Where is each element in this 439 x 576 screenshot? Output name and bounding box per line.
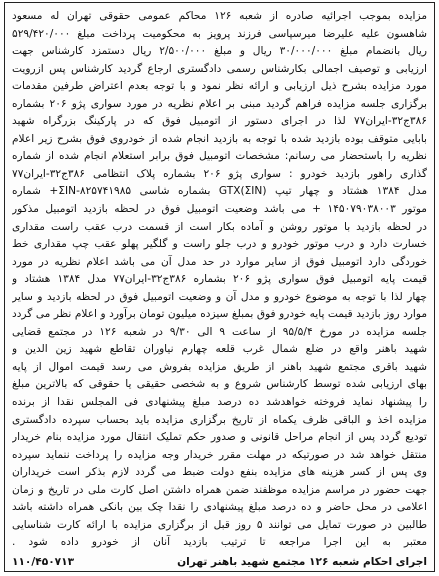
notice-line: ارزیابی و توصیف اجمالی بکارشناس رسمی دادگستری ارجاع گردید کارشناس پس ازرویت <box>12 62 427 75</box>
notice-line: مورد مزایده بشرح ذیل ارزیابی و ارائه نظر نمود و با توجه بعدم اعتراض طرفین مقدمات <box>12 80 427 93</box>
notice-line: برگزاری جلسه مزایده فراهم گردید مبنی بر اعلام نظریه در مورد سواری پژو ۲۰۶ بشماره <box>12 97 427 110</box>
notice-line: خوردگی دارد اتومبیل فوق از سایر موارد در حد مدل آن می باشد اعلام نظریه در مورد <box>12 255 427 268</box>
notice-line: در لحظه بازدید با موتور روشن و آماده بکار است از قسمت درب عقب راست مقداری <box>12 220 427 233</box>
notice-line: موتور ۱۴۵۰۷۹۰۳۸۰۰۳ + می باشد وضعیت اتومبیل فوق در لحظه بازدید اتومبیل مذکور <box>12 203 427 216</box>
notice-line: گذاری راهور بازدید خودرو : سواری پژو ۲۰۶ بشماره پلاک انتظامی ۳۸۶ج۳۲-ایران۷۷ <box>12 167 427 180</box>
notice-line: شهید باقری مجتمع شهید باهنر از طریق مزایده بفروش می رسد قیمت اموال از پایه <box>12 360 427 373</box>
notice-line: جلسه مزایده در مورخ ۹۵/۵/۴ از ساعت ۹ الی ۹/۳۰ در شعبه ۱۲۶ در مجتمع قضایی <box>12 325 427 338</box>
notice-line: وی پس از کسر هزینه های مزایده بنفع دولت ضبط می گردد لازم بذکر است خریداران <box>12 466 427 479</box>
issuer-signature: اجرای احکام شعبه ۱۲۶ مجتمع شهید باهنر تهران <box>177 555 427 568</box>
notice-line: تودیع گردد پس از انجام مراحل قانونی و صدور حکم تملیک انتقال مورد مزایده بنام خریدار <box>12 431 427 444</box>
notice-line: مدل ۱۳۸۴ هشتاد و چهار تیپ GTX(ΣΙΝ) بشماره شاسی ۸۲۵۷۴۱۹۸۵-ΣΙΝ+ شماره <box>12 185 427 198</box>
notice-line: خسارت دارد و درب موتور خودرو و درب جلو راست و گلگیر پهلو عقب چپ مقداری خط <box>12 238 427 251</box>
notice-line: جهت حضور در مراسم مزایده موظفند ضمن همراه داشتن اصل کارت ملی در تاریخ و زمان <box>12 483 427 496</box>
notice-line: ریال بانضمام مبلغ ۳۰/۰۰۰/۰۰۰ ریال و مبلغ ۲/۵۰۰/۰۰۰ ریال دستمزد کارشناس جهت <box>12 45 427 58</box>
notice-line: طالبین در صورت تمایل می توانند ۵ روز قبل از برگزاری مزایده با ارائه کارت شناسایی <box>12 518 427 531</box>
notice-line: بابایی متوقف بوده بازدید شده با توجه به بازدید انجام شده از خودروی فوق بشرح زیر اعلام <box>12 132 427 145</box>
notice-body <box>12 8 427 552</box>
notice-line: مزایده اخذ و الباقی ظرف یکماه از تاریخ برگزاری مزایده باید بحساب سپرده دادگستری <box>12 413 427 426</box>
notice-line: نظریه را باستحضار می رسانم: مشخصات اتومبیل فوق برابر استعلام انجام شده از شماره <box>12 150 427 163</box>
notice-line: ۳۸۶ج۳۲-ایران۷۷ لذا در اجرای دستور از اتومبیل فوق که در پارکینگ بزرگراه شهید <box>12 115 427 128</box>
notice-line: شاهسون علیه علیرضا میرسپاسی فرزند پرویز به محکومیت پرداخت مبلغ ۵۲۹/۴۲۰/۰۰۰ <box>12 27 427 40</box>
notice-line: موارد روز بازدید قیمت پایه خودرو فوق بمبلغ سیزده میلیون تومان برآورد و اعلام نظر می گردد <box>12 308 427 321</box>
notice-line: منتقل خواهد شد در صورتیکه در مهلت مقرر خریدار وجه مزایده را پرداخت ننماید سپرده <box>12 448 427 461</box>
notice-line: قیمت پایه اتومبیل فوق سواری پژو ۲۰۶ بشماره ۳۸۶ج۳۲-ایران۷۷ مدل ۱۳۸۴ هشتاد و <box>12 273 427 286</box>
notice-line: بهای ارزیابی شده توسط کارشناس شروع و به شخصی حقیقی یا حقوقی که بالاترین مبلغ <box>12 378 427 391</box>
notice-line: معتبر به این اجرا مراجعه تا ترتیب بازدید آنان از خودرو داده شود . <box>12 536 427 549</box>
auction-notice <box>4 2 435 572</box>
notice-code: ۱۱۰/۴۵۰۷۱۳ <box>12 555 75 568</box>
notice-footer <box>12 554 427 572</box>
notice-line: چهار لذا با توجه به موضوع خودرو و مدل آن و وضعیت اتومبیل فوق در لحظه بازدید و سایر <box>12 290 427 303</box>
notice-line: شهید باهنر واقع در ضلع شمال غرب قلعه چهارم نیاوران تقاطع شهید زین الدین و <box>12 343 427 356</box>
notice-line: مزایده بموجب اجرائیه صادره از شعبه ۱۲۶ محاکم عمومی حقوقی تهران له مسعود <box>12 10 427 22</box>
notice-line: را پیشنهاد نماید فروخته خواهدشد ده درصد مبلغ پیشنهادی فی المجلس نقدا از برنده <box>12 396 427 409</box>
notice-line: اعلامی در محل حاضر و ده درصد مبلغ پیشنهادی را نقدا چک بین بانکی همراه داشته باشد <box>12 501 427 514</box>
